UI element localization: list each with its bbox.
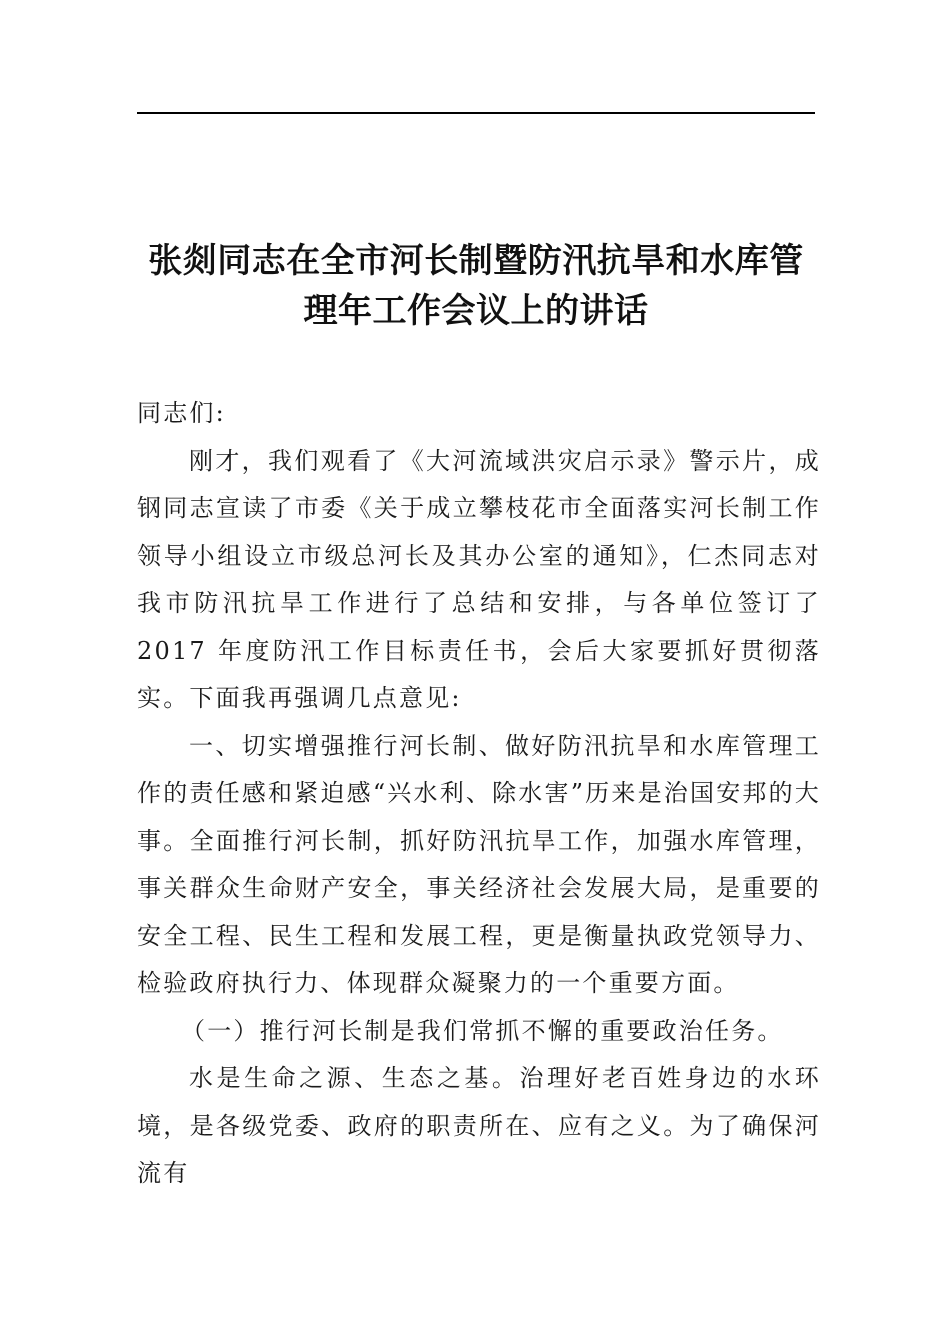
paragraph-intro: 刚才，我们观看了《大河流域洪灾启示录》警示片，成钢同志宣读了市委《关于成立攀枝花市全面落实河长制工作领导小组设立市级总河长及其办公室的通知》，仁杰同志对我市防汛抗旱工作进行了总结和安排，与各单位签订了 2017 年度防汛工作目标责任书，会后大家要抓好贯彻落实。下面我再强调几点意见: <box>137 446 821 712</box>
paragraph-section-one: 一、切实增强推行河长制、做好防汛抗旱和水库管理工作的责任感和紧迫感“兴水利、除水害”历来是治国安邦的大事。全面推行河长制，抓好防汛抗旱工作，加强水库管理，事关群众生命财产安全，事关经济社会发展大局，是重要的安全工程、民生工程和发展工程，更是衡量执政党领导力、检验政府执行力、体现群众凝聚力的一个重要方面。 <box>137 731 821 997</box>
document-body <box>137 390 821 1198</box>
document-title <box>120 236 832 336</box>
title-line-2: 理年工作会议上的讲话 <box>303 291 649 331</box>
paragraph-water-environment: 水是生命之源、生态之基。治理好老百姓身边的水环境，是各级党委、政府的职责所在、应有之义。为了确保河流有 <box>137 1064 821 1187</box>
title-line-1: 张剡同志在全市河长制暨防汛抗旱和水库管 <box>148 241 804 281</box>
paragraph-subheading: （一）推行河长制是我们常抓不懈的重要政治任务。 <box>181 1016 784 1045</box>
salutation: 同志们: <box>137 399 226 427</box>
header-rule <box>137 112 815 114</box>
